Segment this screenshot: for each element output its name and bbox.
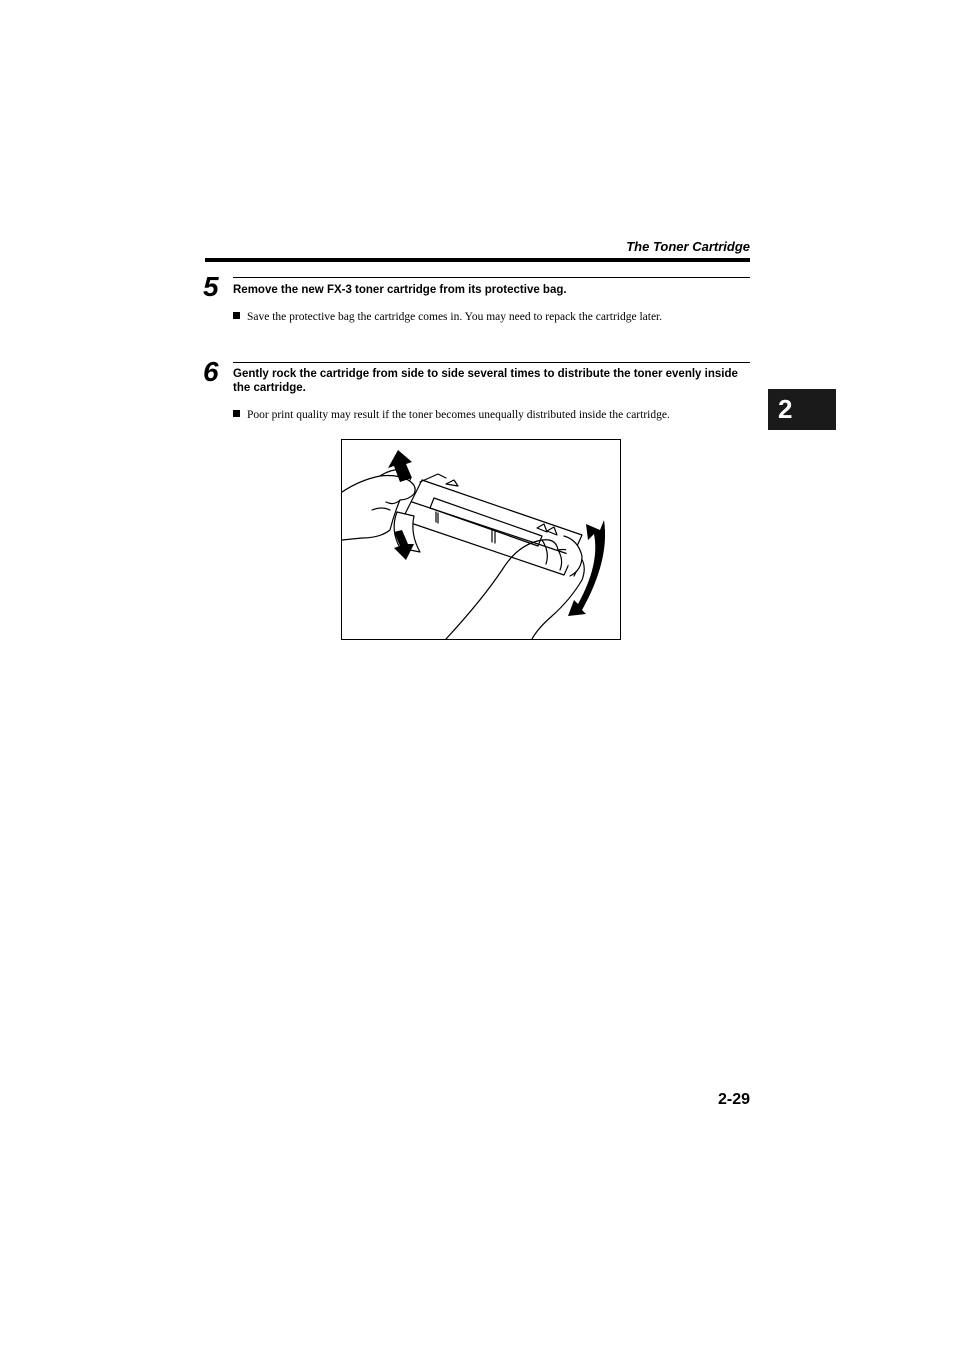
step-5-note-text: Save the protective bag the cartridge comes in. You may need to repack the cartridge later. (247, 311, 663, 323)
step-5-instruction: Remove the new FX-3 toner cartridge from its protective bag. (233, 284, 567, 296)
step-6-rule (233, 362, 750, 363)
hands-rocking-cartridge-illustration (342, 440, 620, 639)
step-6-instruction: Gently rock the cartridge from side to side several times to distribute the toner evenly inside the cartridge. (233, 368, 738, 394)
header-rule (205, 258, 750, 262)
step-5-note (233, 310, 753, 324)
step-6-note (233, 408, 753, 422)
figure-frame (341, 439, 621, 640)
step-6-note-text: Poor print quality may result if the toner becomes unequally distributed inside the cartridge. (247, 409, 670, 421)
step-6-number: 6 (203, 356, 219, 387)
step-5-rule (233, 277, 750, 278)
section-title: The Toner Cartridge (626, 239, 750, 254)
page-number: 2-29 (717, 1091, 750, 1108)
bullet-square-icon (233, 410, 240, 417)
chapter-tab: 2 (768, 389, 836, 430)
bullet-square-icon (233, 312, 240, 319)
step-5-number: 5 (203, 271, 219, 302)
